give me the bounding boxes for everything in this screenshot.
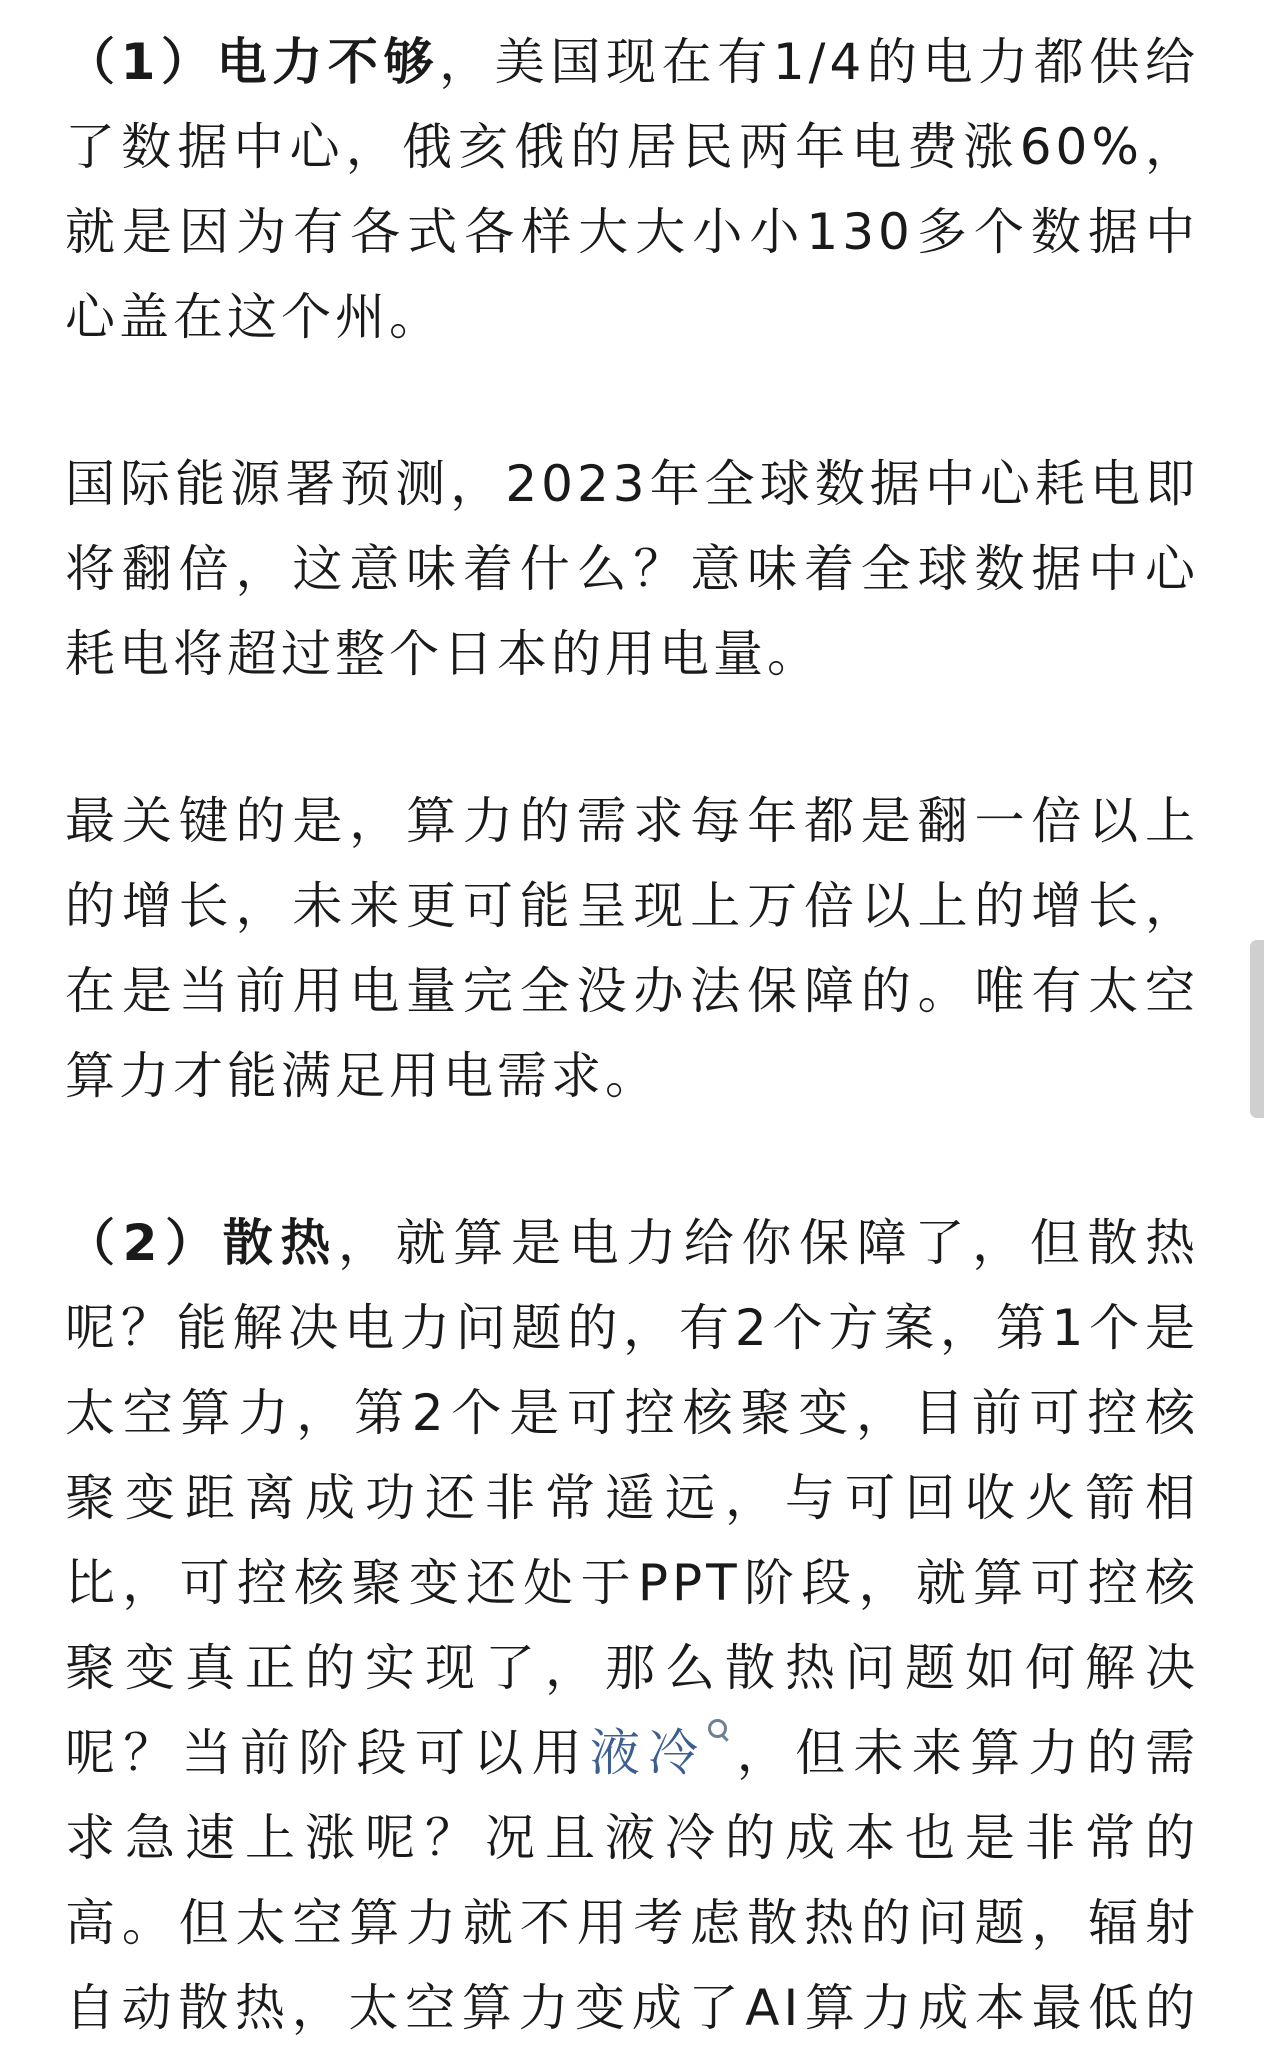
paragraph-gap <box>65 1119 1199 1201</box>
link-text[interactable]: 液冷 <box>589 1724 707 1782</box>
text-line <box>65 1711 1199 1796</box>
liquid-cooling-link[interactable] <box>590 1724 733 1782</box>
text-line: 算力才能满足用电需求。 <box>65 1047 659 1105</box>
text-line: 呢？能解决电力问题的，有2个方案，第1个是 <box>65 1299 1199 1357</box>
text-line: 耗电将超过整个日本的用电量。 <box>65 625 821 683</box>
article-body <box>65 20 1199 2051</box>
text-line: 在是当前用电量完全没办法保障的。唯有太空 <box>65 962 1199 1020</box>
text-line: 自动散热，太空算力变成了AI算力成本最低的 <box>65 1979 1199 2037</box>
text-segment: ，就算是电力给你保障了，但散热 <box>338 1214 1200 1272</box>
text-line: 就是因为有各式各样大大小小130多个数据中 <box>65 203 1199 261</box>
text-line: 比，可控核聚变还处于PPT阶段，就算可控核 <box>65 1554 1199 1612</box>
paragraph-gap <box>65 697 1199 779</box>
paragraph-iea-forecast <box>65 442 1199 697</box>
text-line: 太空算力，第2个是可控核聚变，目前可控核 <box>65 1384 1199 1442</box>
section-heading-power: （1）电力不够 <box>65 33 440 91</box>
text-line: 最关键的是，算力的需求每年都是翻一倍以上 <box>65 792 1199 850</box>
text-line <box>65 20 1199 105</box>
scrollbar-thumb[interactable] <box>1250 940 1264 1118</box>
section-heading-cooling: （2）散热 <box>65 1214 339 1272</box>
text-line: 聚变真正的实现了，那么散热问题如何解决 <box>65 1639 1199 1697</box>
paragraph-power <box>65 20 1199 360</box>
text-segment: ，美国现在有1/4的电力都供给 <box>439 33 1200 91</box>
text-line: 聚变距离成功还非常遥远，与可回收火箭相 <box>65 1469 1199 1527</box>
paragraph-compute-demand <box>65 779 1199 1119</box>
text-line: 国际能源署预测，2023年全球数据中心耗电即 <box>65 455 1199 513</box>
paragraph-cooling <box>65 1201 1199 2051</box>
text-segment: ，但未来算力的需 <box>732 1724 1200 1782</box>
paragraph-gap <box>65 360 1199 442</box>
text-line: 心盖在这个州。 <box>65 288 443 346</box>
text-segment: 呢？当前阶段可以用 <box>65 1724 590 1782</box>
text-line: 的增长，未来更可能呈现上万倍以上的增长， <box>65 877 1199 935</box>
text-line: 了数据中心，俄亥俄的居民两年电费涨60%， <box>65 118 1199 176</box>
search-icon[interactable] <box>706 1717 732 1747</box>
text-line: 将翻倍，这意味着什么？意味着全球数据中心 <box>65 540 1199 598</box>
text-line: 高。但太空算力就不用考虑散热的问题，辐射 <box>65 1894 1199 1952</box>
text-line <box>65 1201 1199 1286</box>
text-line: 求急速上涨呢？况且液冷的成本也是非常的 <box>65 1809 1199 1867</box>
